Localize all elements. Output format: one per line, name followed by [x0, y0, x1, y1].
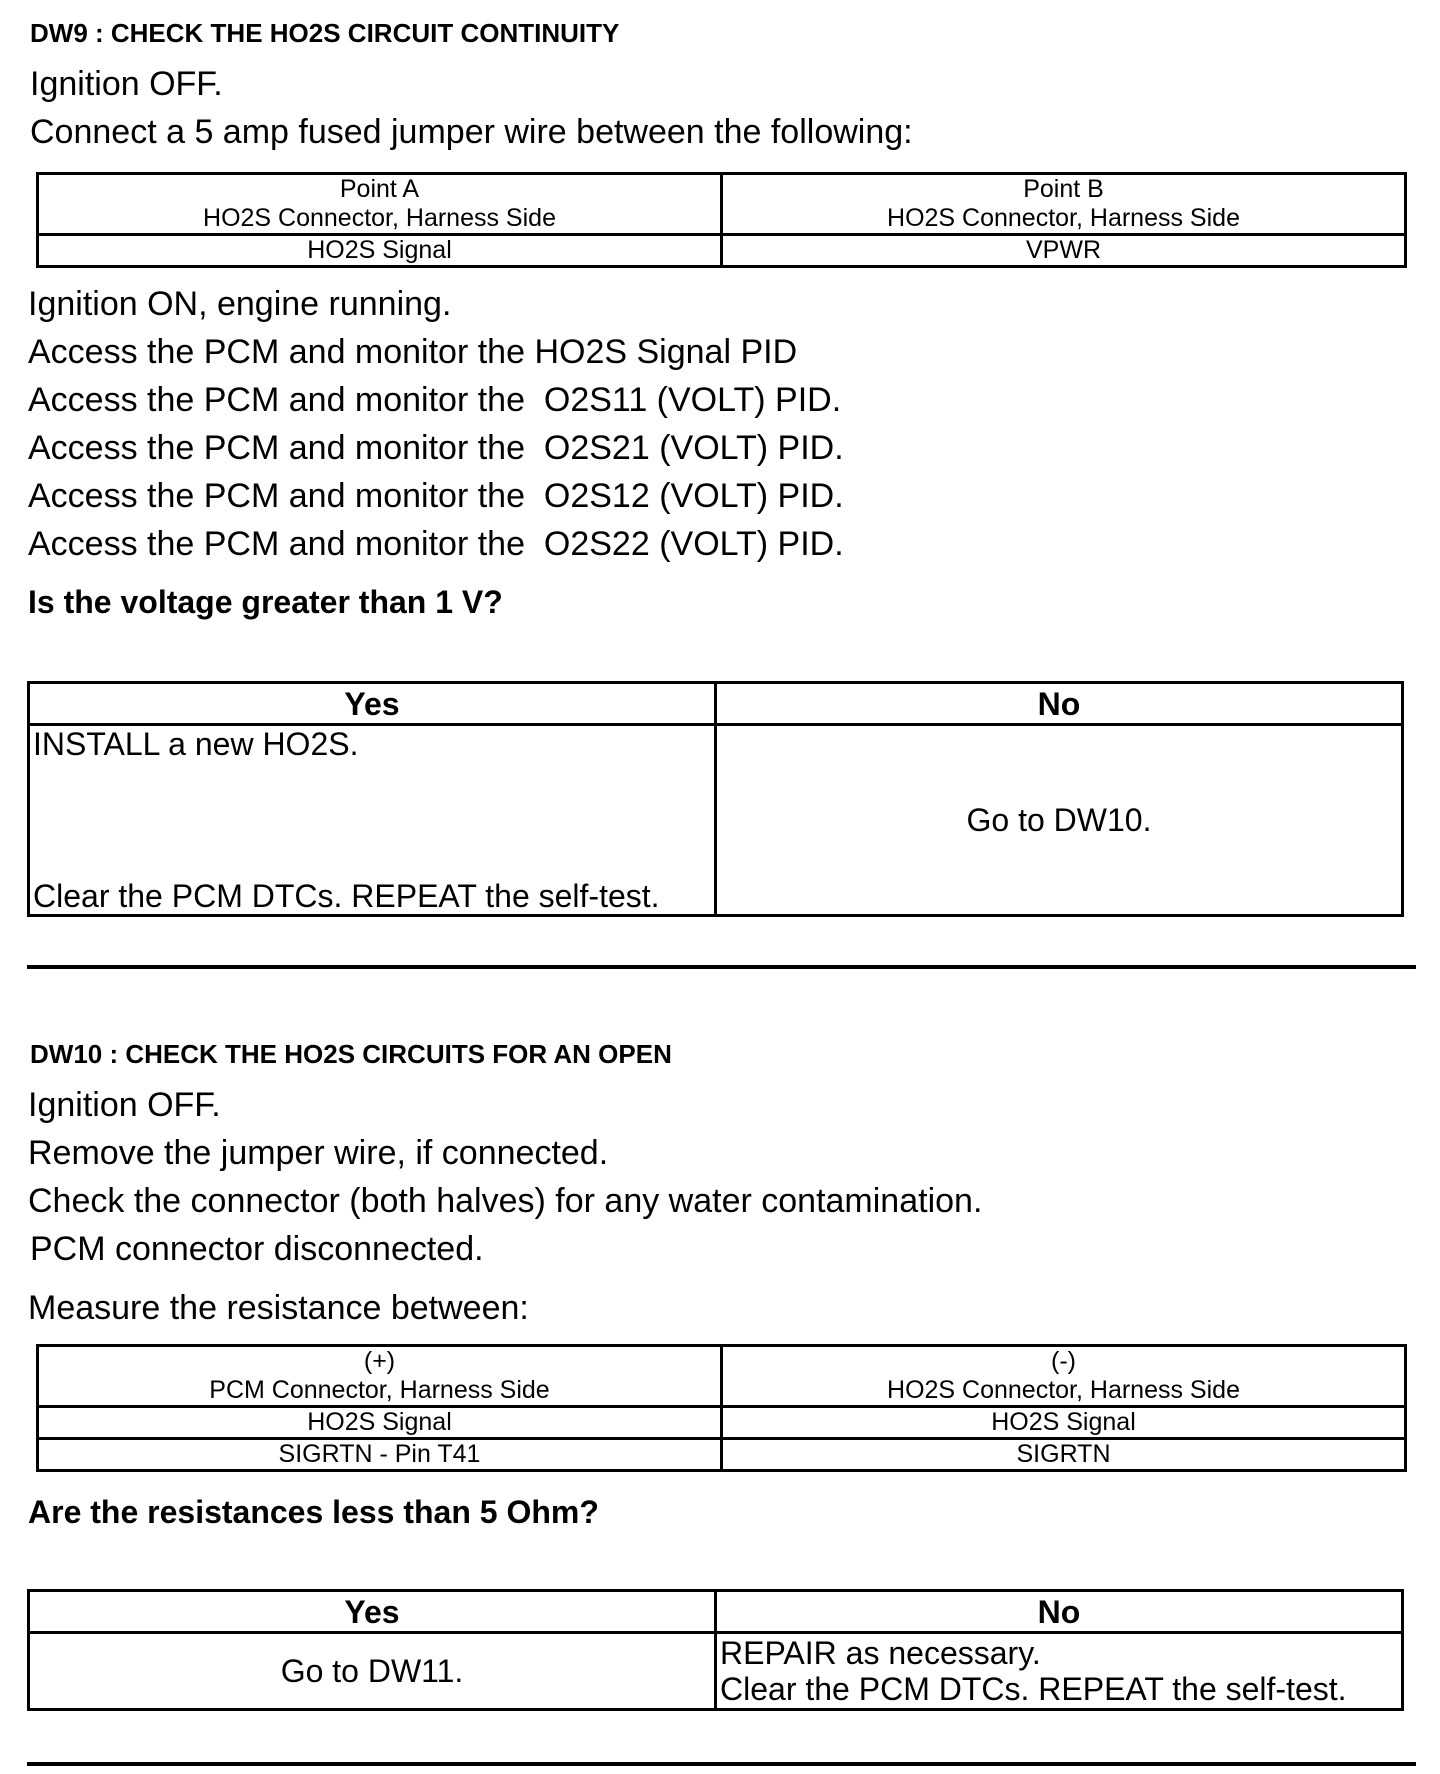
yes-header: Yes — [29, 1591, 716, 1633]
table-cell: HO2S Signal — [38, 235, 722, 267]
table-header-cell — [722, 1346, 1406, 1407]
table-row — [38, 235, 1406, 267]
no-cell — [716, 1633, 1403, 1710]
dw9-instruction: Access the PCM and monitor the O2S22 (VOLT) PID. — [28, 525, 844, 563]
dw9-instruction: Access the PCM and monitor the O2S12 (VOLT) PID. — [28, 477, 844, 515]
dw9-instruction: Ignition ON, engine running. — [28, 285, 452, 323]
no-header: No — [716, 683, 1403, 725]
header-line: PCM Connector, Harness Side — [209, 1376, 550, 1404]
table-header-cell — [38, 174, 722, 235]
yes-cell — [29, 725, 716, 916]
dw10-instruction: Remove the jumper wire, if connected. — [28, 1134, 609, 1172]
dw10-instruction: Ignition OFF. — [28, 1086, 221, 1124]
header-line: HO2S Connector, Harness Side — [887, 1376, 1240, 1404]
section-divider — [27, 965, 1416, 969]
dw10-title: DW10 : CHECK THE HO2S CIRCUITS FOR AN OPEN — [30, 1039, 672, 1069]
no-action: REPAIR as necessary. — [720, 1635, 1041, 1671]
header-line: Point B — [1023, 175, 1104, 203]
dw10-measure-table — [36, 1344, 1407, 1472]
dw10-instruction: PCM connector disconnected. — [30, 1230, 484, 1268]
no-header: No — [716, 1591, 1403, 1633]
yes-action: INSTALL a new HO2S. — [33, 726, 359, 762]
header-line: Point A — [339, 175, 420, 203]
table-cell: HO2S Signal — [38, 1407, 722, 1439]
dw9-instruction: Access the PCM and monitor the HO2S Signal PID — [28, 333, 798, 371]
header-line: HO2S Connector, Harness Side — [887, 204, 1240, 232]
dw9-answer-table — [27, 681, 1404, 917]
dw9-instruction: Access the PCM and monitor the O2S11 (VOLT) PID. — [28, 381, 842, 419]
table-header-cell — [722, 174, 1406, 235]
yes-action: Clear the PCM DTCs. REPEAT the self-test. — [33, 878, 660, 914]
section-divider — [27, 1762, 1416, 1766]
table-cell: SIGRTN — [722, 1439, 1406, 1471]
no-action: Clear the PCM DTCs. REPEAT the self-test. — [720, 1671, 1347, 1707]
dw9-question: Is the voltage greater than 1 V? — [28, 584, 503, 620]
dw9-connect-table — [36, 172, 1407, 268]
dw10-measure-line: Measure the resistance between: — [28, 1289, 529, 1327]
table-row — [38, 1439, 1406, 1471]
table-cell: HO2S Signal — [722, 1407, 1406, 1439]
table-row — [38, 1407, 1406, 1439]
table-header-cell — [38, 1346, 722, 1407]
dw10-answer-table — [27, 1589, 1404, 1711]
dw10-instruction: Check the connector (both halves) for any water contamination. — [28, 1182, 983, 1220]
dw9-instruction: Connect a 5 amp fused jumper wire between the following: — [30, 113, 913, 151]
no-cell: Go to DW10. — [716, 725, 1403, 916]
dw9-instruction: Access the PCM and monitor the O2S21 (VOLT) PID. — [28, 429, 844, 467]
dw10-question: Are the resistances less than 5 Ohm? — [28, 1494, 599, 1530]
header-line: HO2S Connector, Harness Side — [203, 204, 556, 232]
dw9-title: DW9 : CHECK THE HO2S CIRCUIT CONTINUITY — [30, 18, 620, 48]
dw9-instruction: Ignition OFF. — [30, 65, 223, 103]
header-line: (-) — [1051, 1347, 1076, 1375]
table-cell: SIGRTN - Pin T41 — [38, 1439, 722, 1471]
yes-cell: Go to DW11. — [29, 1633, 716, 1710]
header-line: (+) — [363, 1347, 396, 1375]
yes-header: Yes — [29, 683, 716, 725]
table-cell: VPWR — [722, 235, 1406, 267]
